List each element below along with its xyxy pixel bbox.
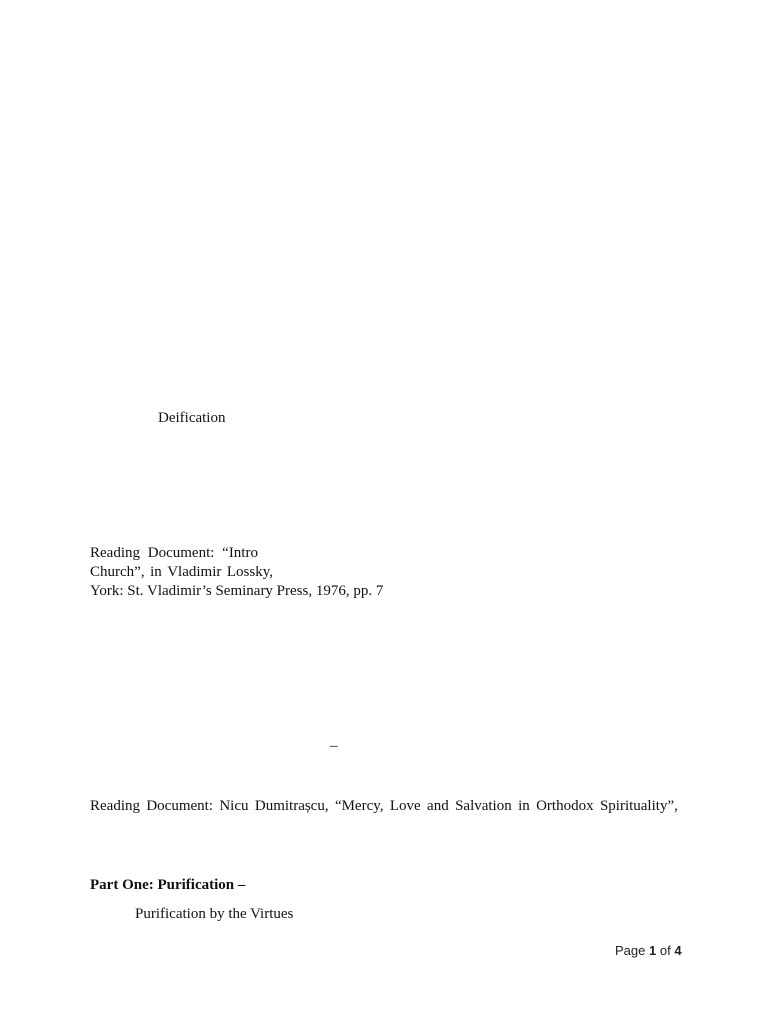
part-one-heading: Part One: Purification – [90, 877, 246, 893]
citation-word: Salvation [455, 798, 512, 814]
citation-word: Document: [147, 545, 215, 561]
citation-line-1 [90, 544, 258, 563]
citation-word: Nicu [219, 798, 249, 814]
citation-word: in [518, 798, 530, 814]
reading-document-citation-2 [90, 797, 678, 816]
citation-word: Love [389, 798, 421, 814]
section-heading: Deification [158, 410, 226, 426]
current-page-number: 1 [649, 943, 657, 958]
citation-word: Vladimir [167, 564, 222, 580]
citation-word: Church”, [90, 564, 145, 580]
total-pages-number: 4 [674, 943, 682, 958]
citation-word: “Mercy, [334, 798, 384, 814]
dash-separator: – [330, 738, 338, 754]
citation-word: “Intro [222, 545, 258, 561]
subsection-heading: Purification by the Virtues [135, 906, 294, 922]
citation-word: Reading [90, 545, 140, 561]
of-label: of [659, 943, 671, 958]
citation-word: Document: [146, 798, 213, 814]
page-label: Page [615, 943, 646, 958]
citation-word: Dumitrașcu, [254, 798, 329, 814]
citation-line-2 [90, 563, 273, 582]
page-number-footer [615, 942, 682, 960]
citation-word: and [427, 798, 449, 814]
citation-line-3: York: St. Vladimir’s Seminary Press, 1976, pp. 7 [90, 583, 384, 599]
citation-word: Lossky, [226, 564, 273, 580]
reading-document-citation-1 [90, 544, 383, 601]
citation-word: Orthodox [536, 798, 594, 814]
citation-word: Reading [90, 798, 140, 814]
citation-word: in [150, 564, 162, 580]
citation-word: Spirituality”, [599, 798, 678, 814]
